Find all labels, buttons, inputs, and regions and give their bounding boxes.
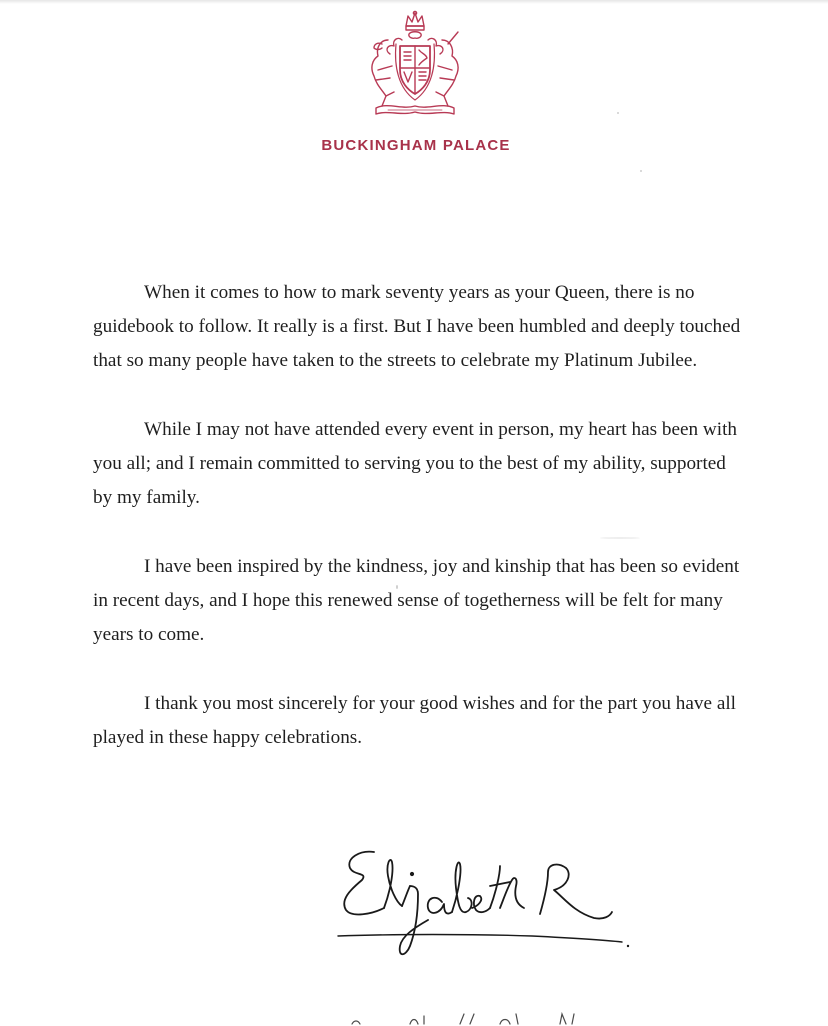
- handwritten-signature: [332, 842, 642, 972]
- royal-coat-of-arms-icon: [358, 10, 472, 118]
- scan-speck: [396, 585, 398, 589]
- scan-speck: [617, 112, 619, 114]
- scan-speck: [640, 170, 642, 172]
- letterhead-title: BUCKINGHAM PALACE: [321, 137, 511, 154]
- letter-body: [93, 276, 743, 790]
- paragraph: I thank you most sincerely for your good wishes and for the part you have all played in these happy celebrations.: [93, 693, 737, 748]
- paragraph: I have been inspired by the kindness, joy and kinship that has been so evident in recent days, and I hope this renewed sense of togetherness will be felt for many years to come.: [93, 556, 740, 645]
- paragraph: When it comes to how to mark seventy years as your Queen, there is no guidebook to follow. It really is a first. But I have been humbled and deeply touched that so many people have taken to the streets to celebrate my Platinum Jubilee.: [93, 282, 741, 371]
- page-top-edge: [0, 0, 828, 4]
- scan-speck: [600, 537, 640, 539]
- paragraph: While I may not have attended every event in person, my heart has been with you all; and I remain committed to serving you to the best of my ability, supported by my family.: [93, 419, 738, 508]
